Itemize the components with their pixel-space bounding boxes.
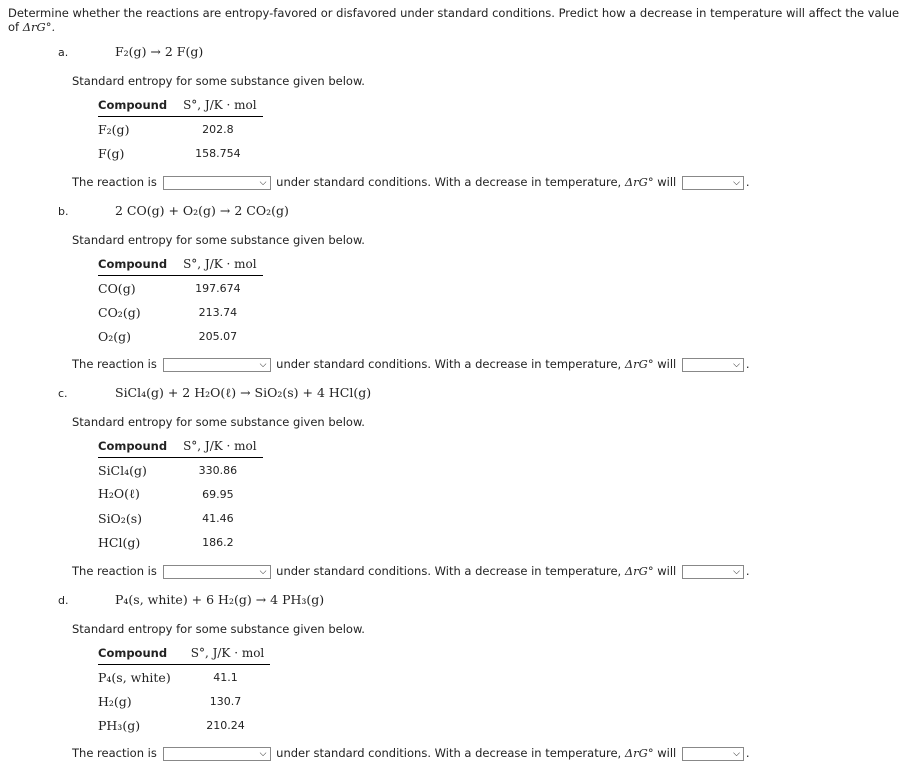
entropy-value: 41.46: [202, 511, 234, 525]
table-row: [98, 276, 263, 301]
reaction-equation: F₂(g) → 2 F(g): [115, 44, 204, 59]
instructions-text: Determine whether the reactions are entropy-favored or disfavored under standard conditions. Predict how a decrease in temperature will affect the value of: [8, 6, 900, 34]
table-row: [98, 458, 263, 483]
chevron-down-icon: ⌵: [259, 359, 267, 370]
entropy-note: Standard entropy for some substance given below.: [72, 622, 365, 636]
answer-sentence: The reaction is ⌵ under standard conditions. With a decrease in temperature, ΔrG° will ⌵ .: [72, 357, 750, 371]
entropy-value: 210.24: [206, 718, 245, 732]
delta-g-symbol: ΔrG°.: [22, 20, 56, 34]
compound-name: CO₂(g): [98, 304, 141, 320]
entropy-favor-select[interactable]: [163, 565, 271, 579]
table-row: [98, 324, 263, 348]
chevron-down-icon: ⌵: [733, 748, 740, 759]
sentence-prefix: The reaction is: [72, 175, 157, 189]
part-letter: b.: [58, 205, 69, 218]
entropy-header: S°, J/K · mol: [173, 435, 263, 458]
entropy-table: [98, 435, 263, 554]
answer-sentence: The reaction is ⌵ under standard conditions. With a decrease in temperature, ΔrG° will ⌵ .: [72, 175, 750, 189]
table-row: [98, 117, 263, 142]
compound-header: Compound: [98, 94, 173, 117]
table-row: [98, 713, 270, 737]
compound-name: F₂(g): [98, 121, 130, 137]
part-letter: d.: [58, 594, 69, 607]
compound-header: Compound: [98, 253, 173, 276]
sentence-suffix: will: [657, 175, 677, 189]
entropy-note: Standard entropy for some substance given below.: [72, 415, 365, 429]
sentence-middle: under standard conditions. With a decrease in temperature,: [276, 175, 622, 189]
sentence-middle: under standard conditions. With a decrease in temperature,: [276, 564, 622, 578]
entropy-value: 205.07: [198, 329, 238, 343]
delta-g-symbol: ΔrG°: [624, 357, 654, 371]
chevron-down-icon: ⌵: [259, 748, 267, 759]
reaction-equation: P₄(s, white) + 6 H₂(g) → 4 PH₃(g): [115, 592, 325, 607]
answer-sentence: The reaction is ⌵ under standard conditions. With a decrease in temperature, ΔrG° will ⌵ .: [72, 746, 750, 760]
entropy-value: 202.8: [202, 122, 234, 136]
sentence-suffix: will: [657, 564, 677, 578]
compound-name: F(g): [98, 145, 125, 161]
compound-name: P₄(s, white): [98, 669, 171, 685]
entropy-value: 186.2: [202, 535, 234, 549]
table-row: [98, 689, 270, 713]
chevron-down-icon: ⌵: [733, 177, 740, 188]
table-row: [98, 300, 263, 324]
sentence-middle: under standard conditions. With a decrease in temperature,: [276, 357, 622, 371]
table-row: [98, 530, 263, 554]
compound-name: PH₃(g): [98, 717, 141, 733]
compound-name: SiCl₄(g): [98, 462, 147, 478]
sentence-prefix: The reaction is: [72, 357, 157, 371]
temperature-effect-select[interactable]: [682, 747, 744, 761]
delta-g-symbol: ΔrG°: [624, 746, 654, 760]
temperature-effect-select[interactable]: [682, 565, 744, 579]
entropy-value: 130.7: [209, 694, 242, 708]
table-row: [98, 506, 263, 530]
chevron-down-icon: ⌵: [733, 566, 740, 577]
entropy-favor-select[interactable]: [163, 358, 271, 372]
chevron-down-icon: ⌵: [259, 566, 267, 577]
entropy-value: 330.86: [198, 463, 238, 477]
entropy-value: 213.74: [198, 305, 238, 319]
entropy-table: [98, 642, 270, 737]
entropy-note: Standard entropy for some substance given below.: [72, 74, 365, 88]
reaction-equation: SiCl₄(g) + 2 H₂O(ℓ) → SiO₂(s) + 4 HCl(g): [115, 385, 372, 400]
part-letter: a.: [58, 46, 69, 59]
compound-name: O₂(g): [98, 328, 132, 344]
entropy-note: Standard entropy for some substance given below.: [72, 233, 365, 247]
entropy-favor-select[interactable]: [163, 747, 271, 761]
sentence-suffix: will: [657, 357, 677, 371]
compound-header: Compound: [98, 642, 181, 665]
entropy-header: S°, J/K · mol: [173, 94, 263, 117]
delta-g-symbol: ΔrG°: [624, 175, 654, 189]
entropy-value: 197.674: [195, 281, 241, 295]
chevron-down-icon: ⌵: [259, 177, 267, 188]
table-row: [98, 665, 270, 690]
instructions: [8, 6, 908, 34]
compound-name: SiO₂(s): [98, 510, 142, 526]
table-row: [98, 482, 263, 506]
sentence-prefix: The reaction is: [72, 564, 157, 578]
entropy-table: [98, 94, 263, 165]
sentence-middle: under standard conditions. With a decrease in temperature,: [276, 746, 622, 760]
entropy-value: 69.95: [202, 487, 234, 501]
compound-name: H₂(g): [98, 693, 132, 709]
compound-name: H₂O(ℓ): [98, 486, 140, 501]
entropy-header: S°, J/K · mol: [173, 253, 263, 276]
delta-g-symbol: ΔrG°: [624, 564, 654, 578]
answer-sentence: The reaction is ⌵ under standard conditions. With a decrease in temperature, ΔrG° will ⌵ .: [72, 564, 750, 578]
compound-header: Compound: [98, 435, 173, 458]
chevron-down-icon: ⌵: [733, 359, 740, 370]
entropy-value: 158.754: [195, 146, 241, 160]
sentence-prefix: The reaction is: [72, 746, 157, 760]
entropy-value: 41.1: [213, 670, 238, 684]
table-row: [98, 141, 263, 165]
entropy-header: S°, J/K · mol: [181, 642, 271, 665]
compound-name: CO(g): [98, 280, 136, 296]
temperature-effect-select[interactable]: [682, 358, 744, 372]
entropy-table: [98, 253, 263, 348]
reaction-equation: 2 CO(g) + O₂(g) → 2 CO₂(g): [115, 203, 289, 218]
temperature-effect-select[interactable]: [682, 176, 744, 190]
entropy-favor-select[interactable]: [163, 176, 271, 190]
part-letter: c.: [58, 387, 68, 400]
compound-name: HCl(g): [98, 534, 141, 550]
sentence-suffix: will: [657, 746, 677, 760]
